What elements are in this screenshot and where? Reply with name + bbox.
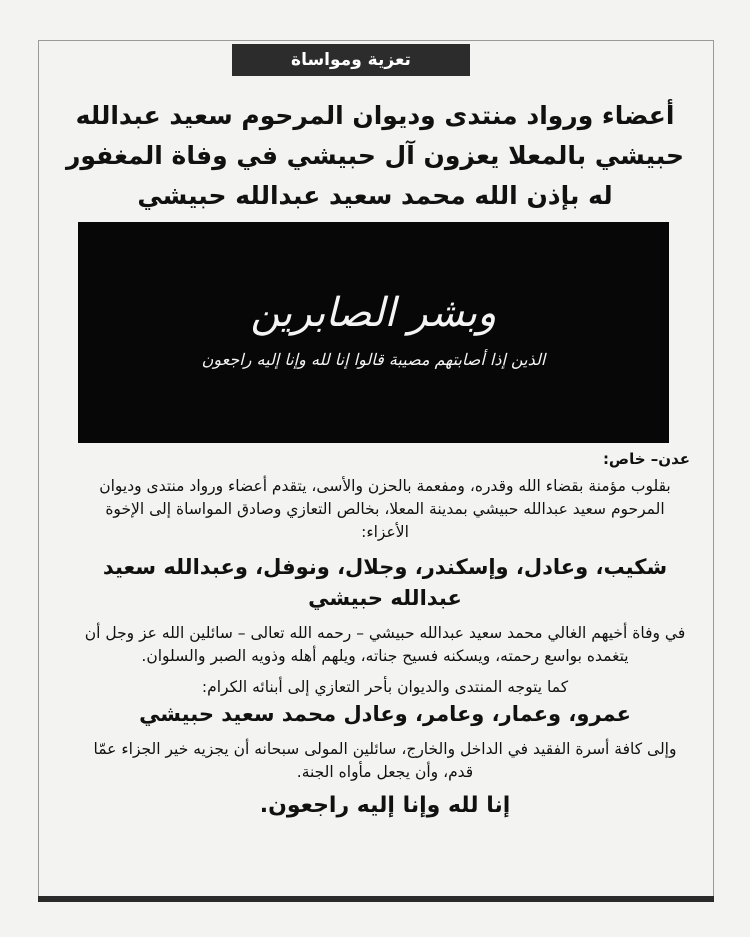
sons-names: عمرو، وعمار، وعامر، وعادل محمد سعيد حبيشي (139, 702, 631, 726)
brothers-names: شكيب، وعادل، وإسكندر، وجلال، ونوفل، وعبدالله سعيد عبدالله حبيشي (102, 555, 668, 610)
dateline: عدن– خاص: (602, 450, 690, 468)
paragraph-4: وإلى كافة أسرة الفقيد في الداخل والخارج، سائلين المولى سبحانه أن يجزيه خير الجزاء عمّا قدم، وأن يجعل مأواه الجنة. (93, 740, 677, 781)
banner-verse: الذين إذا أصابتهم مصيبة قالوا إنا لله وإنا إليه راجعون (201, 350, 546, 369)
article-body (80, 448, 690, 817)
closing-line: إنا لله وإنا إليه راجعون. (259, 793, 511, 818)
section-tab: تعزية ومواساة (232, 44, 470, 76)
bottom-rule (38, 896, 714, 902)
paragraph-3: كما يتوجه المنتدى والديوان بأحر التعازي إلى أبنائه الكرام: (201, 678, 569, 696)
paragraph-1: بقلوب مؤمنة بقضاء الله وقدره، ومفعمة بالحزن والأسى، يتقدم أعضاء ورواد منتدى وديوان المرحوم سعيد عبدالله حبيشي بمدينة المعلا، بخالص التعازي وصادق المواساة إلى الإخوة الأعزاء: (99, 477, 671, 541)
paragraph-2: في وفاة أخيهم الغالي محمد سعيد عبدالله حبيشي – رحمه الله تعالى – سائلين الله عز وجل أن يتغمده بواسع رحمته، ويسكنه فسيح جناته، ويلهم أهله وذويه الصبر والسلوان. (84, 624, 686, 665)
condolence-banner-image (78, 222, 669, 443)
headline: أعضاء ورواد منتدى وديوان المرحوم سعيد عبدالله حبيشي بالمعلا يعزون آل حبيشي في وفاة المغفور له بإذن الله محمد سعيد عبدالله حبيشي (65, 101, 685, 210)
banner-title: وبشر الصابرين (250, 290, 497, 336)
